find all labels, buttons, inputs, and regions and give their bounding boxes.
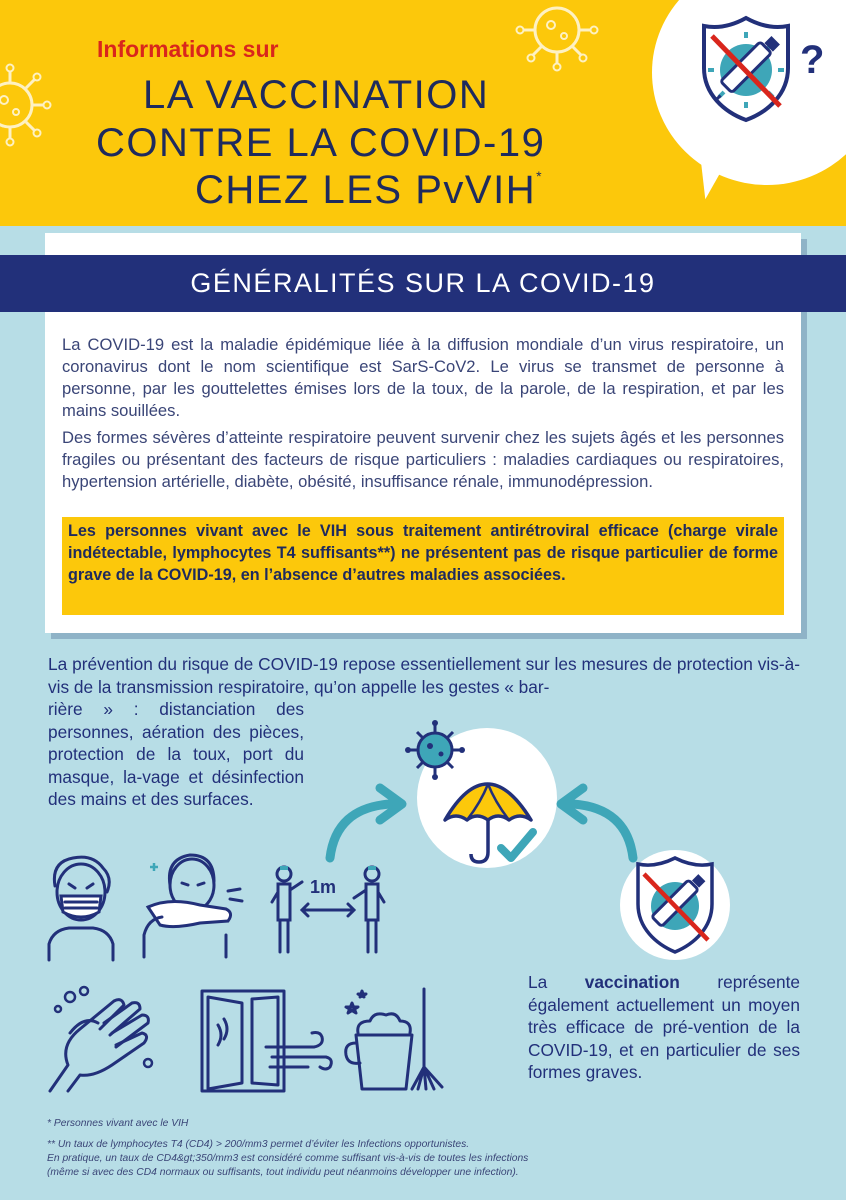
virus-decoration-icon [0,60,60,150]
title-line-3-text: CHEZ LES PvVIH [195,168,537,212]
vaccination-prefix: La [528,972,585,992]
vaccine-shield-circle-icon [620,850,730,960]
vaccination-keyword: vaccination [584,972,680,992]
paragraph-definition: La COVID-19 est la maladie épidémique liée à la diffusion mondiale d’un virus respiratoire, un coronavirus dont le nom scientifique est SarS-CoV2. Le virus se transmet de personne à personne, par les gouttelettes émises lors de la toux, de la parole, de la respiration, et par les mains souillées. [62,335,784,420]
paragraph-risk-factors: Des formes sévères d’atteinte respiratoire peuvent survenir chez les sujets âgés et les personnes fragiles ou présentant des facteurs de risque particuliers : maladies cardiaques ou respiratoires, hypertension artérielle, diabète, obésité, insuffisance rénale, immunodépression. [62,428,784,491]
hand-washing-icon [40,985,160,1095]
vaccination-suffix: représente également actuellement un moyen très efficace de pré-vention de la COVID-19, et en particulier de ses formes graves. [528,972,800,1082]
question-mark: ? [800,38,825,82]
vaccine-shield-icon [698,14,794,124]
header-kicker: Informations sur [97,36,279,62]
footnote-1: * Personnes vivant avec le VIH [47,1118,189,1129]
arrow-left-icon [318,778,408,868]
highlight-text: Les personnes vivant avec le VIH sous traitement antirétroviral efficace (charge virale indétectable, lymphocytes T4 suffisants**) ne présentent pas de risque particulier de forme grave de la COVID-19, en l’absence d’autres maladies associées. [68,522,778,584]
vaccination-text [528,971,800,1084]
footnote-3: En pratique, un taux de CD4&gt;350/mm3 est considéré comme suffisant vis-à-vis de toutes les infections [47,1153,529,1164]
section-title: GÉNÉRALITÉS SUR LA COVID-19 [0,255,846,312]
mask-person-icon [43,852,118,962]
window-airing-icon [196,985,336,1097]
title-asterisk: * [536,168,544,184]
umbrella-protection-icon [405,720,555,870]
prevention-text-narrow: rière » : distanciation des personnes, aération des pièces, protection de la toux, port du masque, la-vage et désinfection des mains et des surfaces. [48,699,304,809]
title-line-3 [195,168,543,213]
virus-decoration-icon [512,0,602,80]
cough-elbow-icon [130,845,245,960]
highlight-box [62,517,784,615]
footnote-2: ** Un taux de lymphocytes T4 (CD4) > 200/mm3 permet d’éviter les Infections opportunistes. [47,1139,470,1150]
distance-label: 1m [310,877,337,897]
cleaning-bucket-icon [340,985,450,1095]
title-line-2: CONTRE LA COVID-19 [96,121,546,165]
title-line-1: LA VACCINATION [143,73,490,117]
footnote-4: (même si avec des CD4 normaux ou suffisants, tout individu peut néanmoins développer une infection). [47,1167,519,1178]
prevention-text-full: La prévention du risque de COVID-19 repose essentiellement sur les mesures de protection vis-à-vis de la transmission respiratoire, qu’on appelle les gestes « bar- [48,654,800,697]
